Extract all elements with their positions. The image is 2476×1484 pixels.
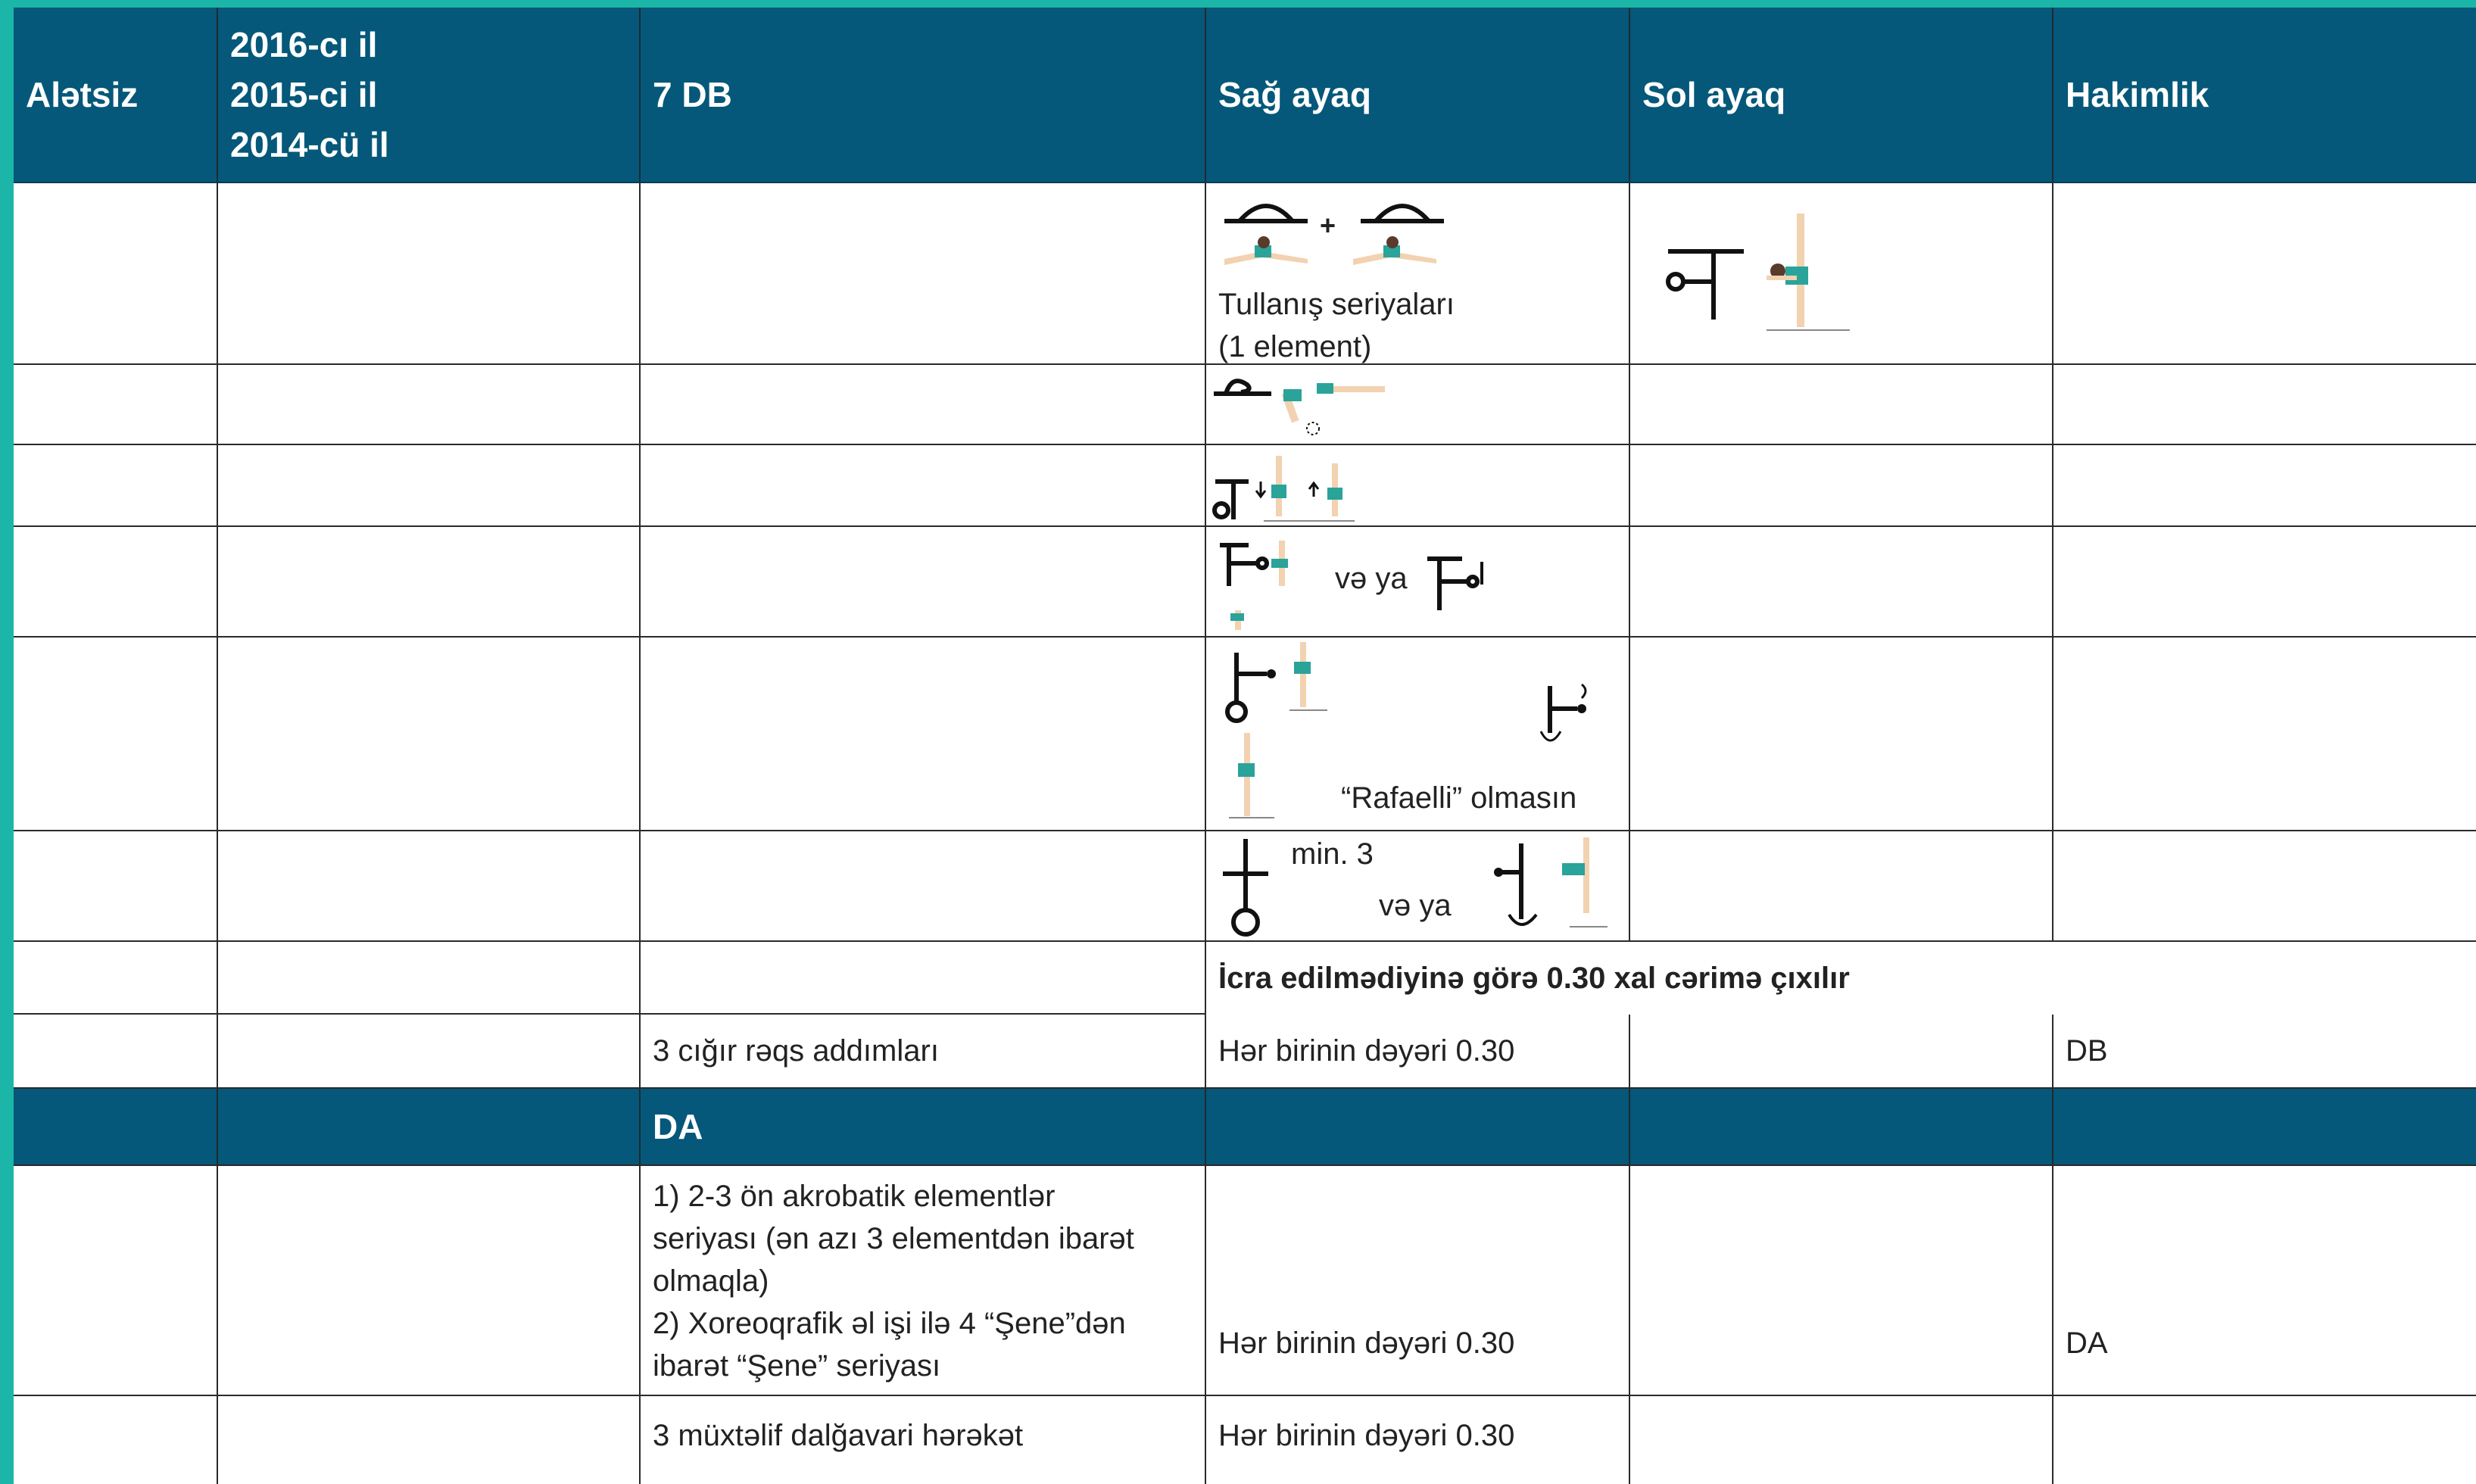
da-judge: DA xyxy=(2066,1327,2108,1360)
table-row-element-5 xyxy=(14,638,2476,831)
wave-title: 3 müxtəlif dalğavari hərəkət xyxy=(641,1396,1206,1484)
gymnast-balance-small-2 xyxy=(1230,610,1244,630)
gymnast-jump-figure xyxy=(1281,383,1385,423)
header-year-2: 2015-ci il xyxy=(230,75,378,114)
table-row-dance-steps xyxy=(14,1015,2476,1089)
table-row-jump-series xyxy=(14,183,2476,365)
cell-element-2 xyxy=(1206,365,1630,444)
table-row-da-description xyxy=(14,1166,2476,1396)
table-row-element-4 xyxy=(14,527,2476,638)
pivot-alt-symbol-icon xyxy=(1494,836,1623,939)
balance-variant-symbol-icon xyxy=(1218,541,1332,631)
cell-element-5 xyxy=(1206,638,1630,830)
gymnast-balance-figure xyxy=(1767,214,1808,327)
wave-value: Hər birinin dəyəri 0.30 xyxy=(1206,1396,1630,1484)
gymnast-rotation-figure-2 xyxy=(1238,733,1255,816)
gymnast-pivot-figure-2 xyxy=(1327,463,1342,516)
pivot-symbol-icon xyxy=(1211,451,1362,524)
balance-alt-symbol-icon xyxy=(1426,554,1502,615)
header-year-1: 2016-cı il xyxy=(230,25,378,64)
cell-element-6 xyxy=(1206,831,1630,940)
header-cell-left-leg: Sol ayaq xyxy=(1630,8,2053,182)
section-band-da xyxy=(14,1089,2476,1166)
rafaelli-note: “Rafaelli” olmasın xyxy=(1341,781,1577,815)
gymnast-leap-figure-1 xyxy=(1224,236,1308,265)
min3-label: min. 3 xyxy=(1291,837,1374,871)
cell-element-4 xyxy=(1206,527,1630,636)
gymnast-pivot-figure-3 xyxy=(1562,837,1589,913)
dance-steps-title: 3 cığır rəqs addımları xyxy=(641,1015,1206,1087)
table-row-element-3 xyxy=(14,445,2476,527)
plus-sign: + xyxy=(1320,210,1336,241)
da-value: Hər birinin dəyəri 0.30 xyxy=(1206,1166,1630,1395)
jump-series-label: Tullanış seriyaları (1 element) xyxy=(1218,288,1455,363)
header-cell-right-leg: Sağ ayaq xyxy=(1206,8,1630,182)
penalty-note: İcra edilmədiyinə görə 0.30 xal cərimə çıxılır xyxy=(1218,962,1850,995)
table-row-penalty xyxy=(14,942,2476,1015)
or-label-row4: və ya xyxy=(1335,562,1408,595)
table-row-element-2 xyxy=(14,365,2476,445)
header-cell-aletsiz: Alətsiz xyxy=(14,8,218,182)
gymnast-pivot-figure-1 xyxy=(1271,456,1286,516)
cell-left-leg-balance xyxy=(1630,183,2053,363)
gymnast-balance-small-1 xyxy=(1271,541,1288,586)
header-cell-judging: Hakimlik xyxy=(2066,75,2209,114)
or-label-row6: və ya xyxy=(1379,889,1452,922)
table-header-row xyxy=(14,8,2476,183)
rafaelli-symbol-icon xyxy=(1539,678,1615,754)
table-row-element-6 xyxy=(14,831,2476,942)
da-band-label: DA xyxy=(641,1089,1206,1164)
dance-steps-value: Hər birinin dəyəri 0.30 xyxy=(1206,1015,1630,1087)
cell-element-3 xyxy=(1206,445,1630,525)
rotation-symbol-icon xyxy=(1221,642,1350,824)
turning-jump-symbol-icon xyxy=(1211,369,1408,438)
cell-jump-series xyxy=(1206,183,1630,363)
header-cell-years xyxy=(218,8,641,182)
table-document xyxy=(14,8,2476,1484)
gymnast-leap-figure-2 xyxy=(1353,236,1436,265)
table-row-wave-movements xyxy=(14,1396,2476,1484)
da-description: 1) 2-3 ön akrobatik elementlər seriyası (ən azı 3 elementdən ibarət olmaqla) 2) Xoreoqrafik əl işi ilə 4 “Şene”dən ibarət “Şene” seriyası xyxy=(641,1166,1206,1395)
dance-steps-judge: DB xyxy=(2066,1034,2108,1068)
header-year-3: 2014-cü il xyxy=(230,125,389,164)
pivot-min3-symbol-icon xyxy=(1218,836,1279,939)
gymnast-rotation-figure-1 xyxy=(1294,642,1311,707)
balance-symbol-icon xyxy=(1653,206,1850,350)
header-cell-7db: 7 DB xyxy=(641,8,1206,182)
